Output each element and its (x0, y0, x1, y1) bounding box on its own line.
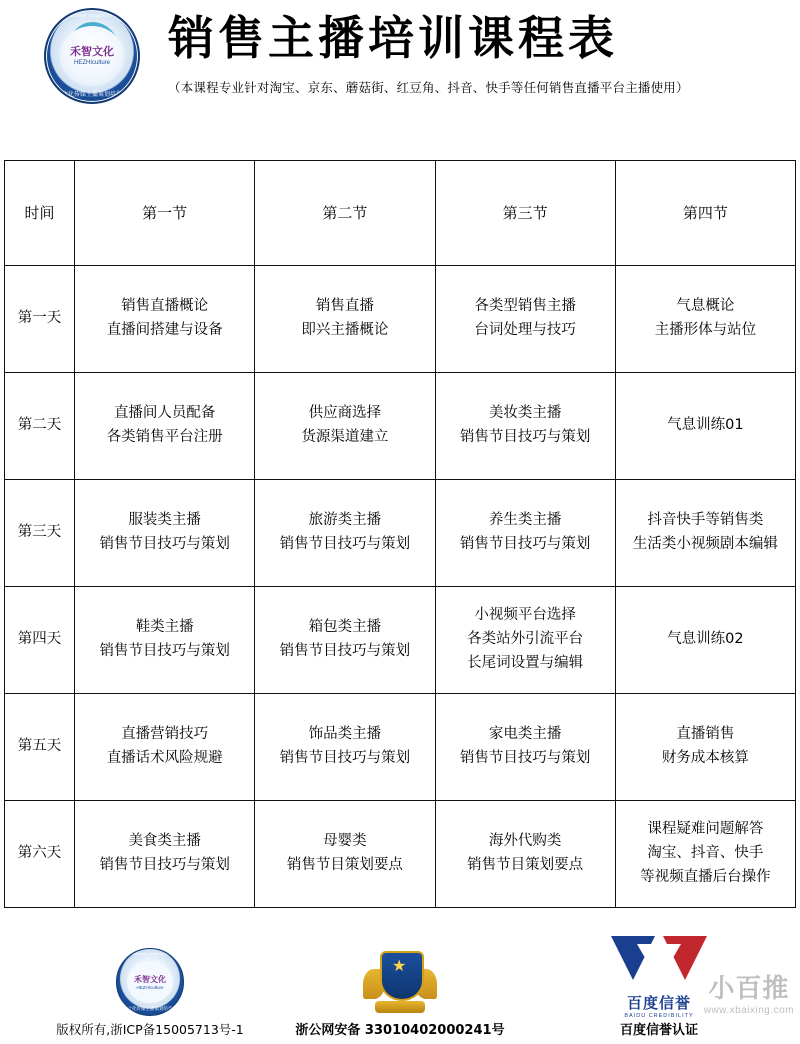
course-cell-lines (440, 509, 611, 557)
seal-ring-bottom-text: 禾智文化传媒主播策划培训机构 (118, 1006, 182, 1011)
course-cell-line: 服装类主播 (128, 512, 201, 529)
course-cell-lines (620, 414, 791, 438)
course-cell-line: 美食类主播 (128, 833, 201, 850)
course-cell-line: 气息训练02 (667, 631, 744, 648)
course-cell-line: 母婴类 (323, 833, 367, 850)
course-cell-line: 各类销售平台注册 (106, 429, 223, 445)
police-emblem-icon (363, 949, 437, 1015)
course-cell-lines (259, 509, 430, 557)
table-row (5, 801, 796, 908)
course-cell (75, 266, 255, 373)
course-cell-line: 饰品类主播 (308, 726, 382, 743)
course-cell-lines (620, 295, 791, 343)
police-record-text[interactable]: 浙公网安备 33010402000241号 (295, 1023, 505, 1038)
footer-baidu-block (544, 934, 774, 1038)
page-footer (0, 924, 800, 1044)
course-cell-line: 销售直播 (315, 298, 374, 315)
course-cell-line: 销售节目技巧与策划 (279, 536, 411, 552)
table-row (5, 266, 796, 373)
course-cell-lines (440, 402, 611, 450)
course-cell-line: 箱包类主播 (308, 619, 382, 636)
course-cell-line: 抖音快手等销售类 (647, 512, 764, 529)
course-cell-lines (259, 723, 430, 771)
seal-ring-top-text: Hezhi cultural creativity Co.,Ltd (120, 951, 180, 956)
course-cell-line: 直播间搭建与设备 (106, 322, 223, 338)
column-header-time: 时间 (5, 161, 75, 266)
baidu-logo-subtext: BAIDU CREDIBILITY (624, 1013, 694, 1019)
course-cell (75, 480, 255, 587)
emblem-base (375, 1001, 425, 1013)
course-cell-line: 销售节目技巧与策划 (99, 643, 230, 659)
row-header-day: 第六天 (5, 801, 75, 908)
course-cell (75, 373, 255, 480)
company-logo (44, 8, 140, 104)
table-head (5, 161, 796, 266)
column-header-period-2: 第二节 (255, 161, 435, 266)
course-cell-lines (440, 830, 611, 878)
logo-inner-disc (60, 26, 124, 86)
course-cell-line: 直播销售 (676, 726, 735, 743)
course-cell-line: 等视频直播后台操作 (640, 868, 771, 885)
column-header-period-4: 第四节 (615, 161, 795, 266)
course-cell-line: 台词处理与技巧 (474, 322, 576, 338)
course-cell-line: 海外代购类 (488, 833, 562, 850)
course-cell-line: 销售节目技巧与策划 (459, 536, 591, 552)
course-cell-lines (79, 402, 250, 450)
course-cell-line: 销售节目策划要点 (286, 857, 403, 873)
course-cell-line: 销售节目技巧与策划 (279, 643, 411, 659)
column-header-period-3: 第三节 (435, 161, 615, 266)
course-cell-line: 家电类主播 (488, 726, 562, 743)
course-cell-lines (79, 723, 250, 771)
watermark-brand: 小百推 (708, 974, 790, 1004)
course-cell-line: 美妆类主播 (488, 405, 562, 422)
course-cell-line: 销售节目技巧与策划 (99, 536, 230, 552)
course-cell (435, 266, 615, 373)
schedule-table-wrapper (4, 160, 796, 908)
course-cell-lines (259, 402, 430, 450)
course-cell (255, 587, 435, 694)
baidu-logo-text: 百度信誉 (626, 994, 691, 1012)
course-cell-lines (79, 295, 250, 343)
footer-police-block (285, 949, 515, 1038)
copyright-text: 版权所有,浙ICP备15005713号-1 (56, 1022, 244, 1037)
company-seal-icon (116, 948, 184, 1016)
seal-inner-disc (127, 961, 173, 1003)
course-cell-line: 货源渠道建立 (301, 429, 389, 445)
table-row (5, 694, 796, 801)
column-header-period-1: 第一节 (75, 161, 255, 266)
course-cell-line: 供应商选择 (308, 405, 382, 422)
row-header-day: 第五天 (5, 694, 75, 801)
course-cell-line: 销售直播概论 (121, 298, 209, 315)
course-cell-line: 销售节目技巧与策划 (459, 750, 591, 766)
course-cell (75, 587, 255, 694)
course-schedule-table (4, 160, 796, 908)
logo-ring-top-text: Hezhi cultural creativity Co.,Ltd (50, 13, 134, 19)
course-cell-line: 即兴主播概论 (301, 322, 389, 338)
baidu-credibility-icon (611, 934, 707, 990)
course-cell-line: 旅游类主播 (308, 512, 382, 529)
row-header-day: 第二天 (5, 373, 75, 480)
course-cell-lines (79, 509, 250, 557)
course-cell (615, 480, 795, 587)
course-cell-line: 财务成本核算 (661, 750, 749, 766)
emblem-star-icon: ★ (392, 958, 407, 975)
seal-brand-en: HEZHIculture (136, 985, 164, 990)
course-cell-line: 长尾词设置与编辑 (467, 654, 584, 671)
course-cell-line: 直播间人员配备 (113, 405, 216, 422)
course-cell-line: 各类站外引流平台 (467, 631, 584, 648)
course-cell-line: 气息训练01 (667, 417, 744, 434)
course-cell-lines (440, 723, 611, 771)
course-cell-lines (79, 830, 250, 878)
page-title: 销售主播培训课程表 (168, 11, 618, 65)
table-body (5, 266, 796, 908)
course-cell (615, 801, 795, 908)
course-cell-line: 主播形体与站位 (654, 322, 757, 338)
course-cell-line: 小视频平台选择 (474, 607, 576, 624)
table-row (5, 587, 796, 694)
seal-brand-cn: 禾智文化 (134, 975, 166, 984)
course-cell (615, 266, 795, 373)
course-cell-lines (259, 295, 430, 343)
course-cell (615, 694, 795, 801)
course-cell-line: 气息概论 (676, 298, 735, 315)
course-cell-lines (259, 616, 430, 664)
course-cell-line: 各类型销售主播 (474, 298, 576, 315)
course-cell-line: 生活类小视频剧本编辑 (632, 536, 778, 552)
table-row (5, 480, 796, 587)
course-cell (255, 373, 435, 480)
course-cell (435, 373, 615, 480)
course-cell-lines (440, 604, 611, 676)
footer-copyright-block (40, 948, 260, 1038)
course-cell-line: 销售节目技巧与策划 (459, 429, 591, 445)
watermark-url: www.xbaixing.com (703, 1005, 794, 1016)
course-cell-lines (79, 616, 250, 664)
baidu-certification-text: 百度信誉认证 (619, 1023, 698, 1038)
course-cell (435, 480, 615, 587)
course-cell-line: 销售节目策划要点 (467, 857, 584, 873)
row-header-day: 第四天 (5, 587, 75, 694)
course-cell-lines (620, 723, 791, 771)
course-cell (435, 694, 615, 801)
course-cell (255, 801, 435, 908)
course-cell-lines (620, 818, 791, 890)
baidu-mark-center (637, 944, 681, 982)
logo-brand-cn: 禾智文化 (70, 44, 114, 58)
table-row (5, 373, 796, 480)
course-cell (615, 587, 795, 694)
row-header-day: 第三天 (5, 480, 75, 587)
course-cell (615, 373, 795, 480)
course-cell-line: 课程疑难问题解答 (647, 821, 764, 838)
course-cell-lines (259, 830, 430, 878)
table-header-row (5, 161, 796, 266)
course-cell-line: 养生类主播 (488, 512, 562, 529)
course-cell-line: 直播营销技巧 (121, 726, 209, 743)
row-header-day: 第一天 (5, 266, 75, 373)
course-cell-line: 鞋类主播 (135, 619, 194, 636)
course-cell (75, 694, 255, 801)
course-cell (255, 266, 435, 373)
course-cell (435, 801, 615, 908)
course-cell-line: 直播话术风险规避 (106, 750, 223, 766)
course-cell-line: 淘宝、抖音、快手 (647, 845, 764, 862)
logo-ring-bottom-text: 禾智文化传媒主播策划培训机构 (49, 92, 134, 98)
title-block (168, 6, 800, 96)
course-cell (75, 801, 255, 908)
logo-brand-en: HEZHIculture (73, 60, 110, 67)
course-cell (435, 587, 615, 694)
course-cell-lines (620, 509, 791, 557)
page-header (0, 0, 800, 124)
course-cell-lines (440, 295, 611, 343)
course-cell-lines (620, 628, 791, 652)
course-cell-line: 销售节目技巧与策划 (279, 750, 411, 766)
course-cell-line: 销售节目技巧与策划 (99, 857, 230, 873)
page-subtitle: （本课程专业针对淘宝、京东、蘑菇街、红豆角、抖音、快手等任何销售直播平台主播使用） (168, 79, 689, 95)
course-cell (255, 694, 435, 801)
course-cell (255, 480, 435, 587)
